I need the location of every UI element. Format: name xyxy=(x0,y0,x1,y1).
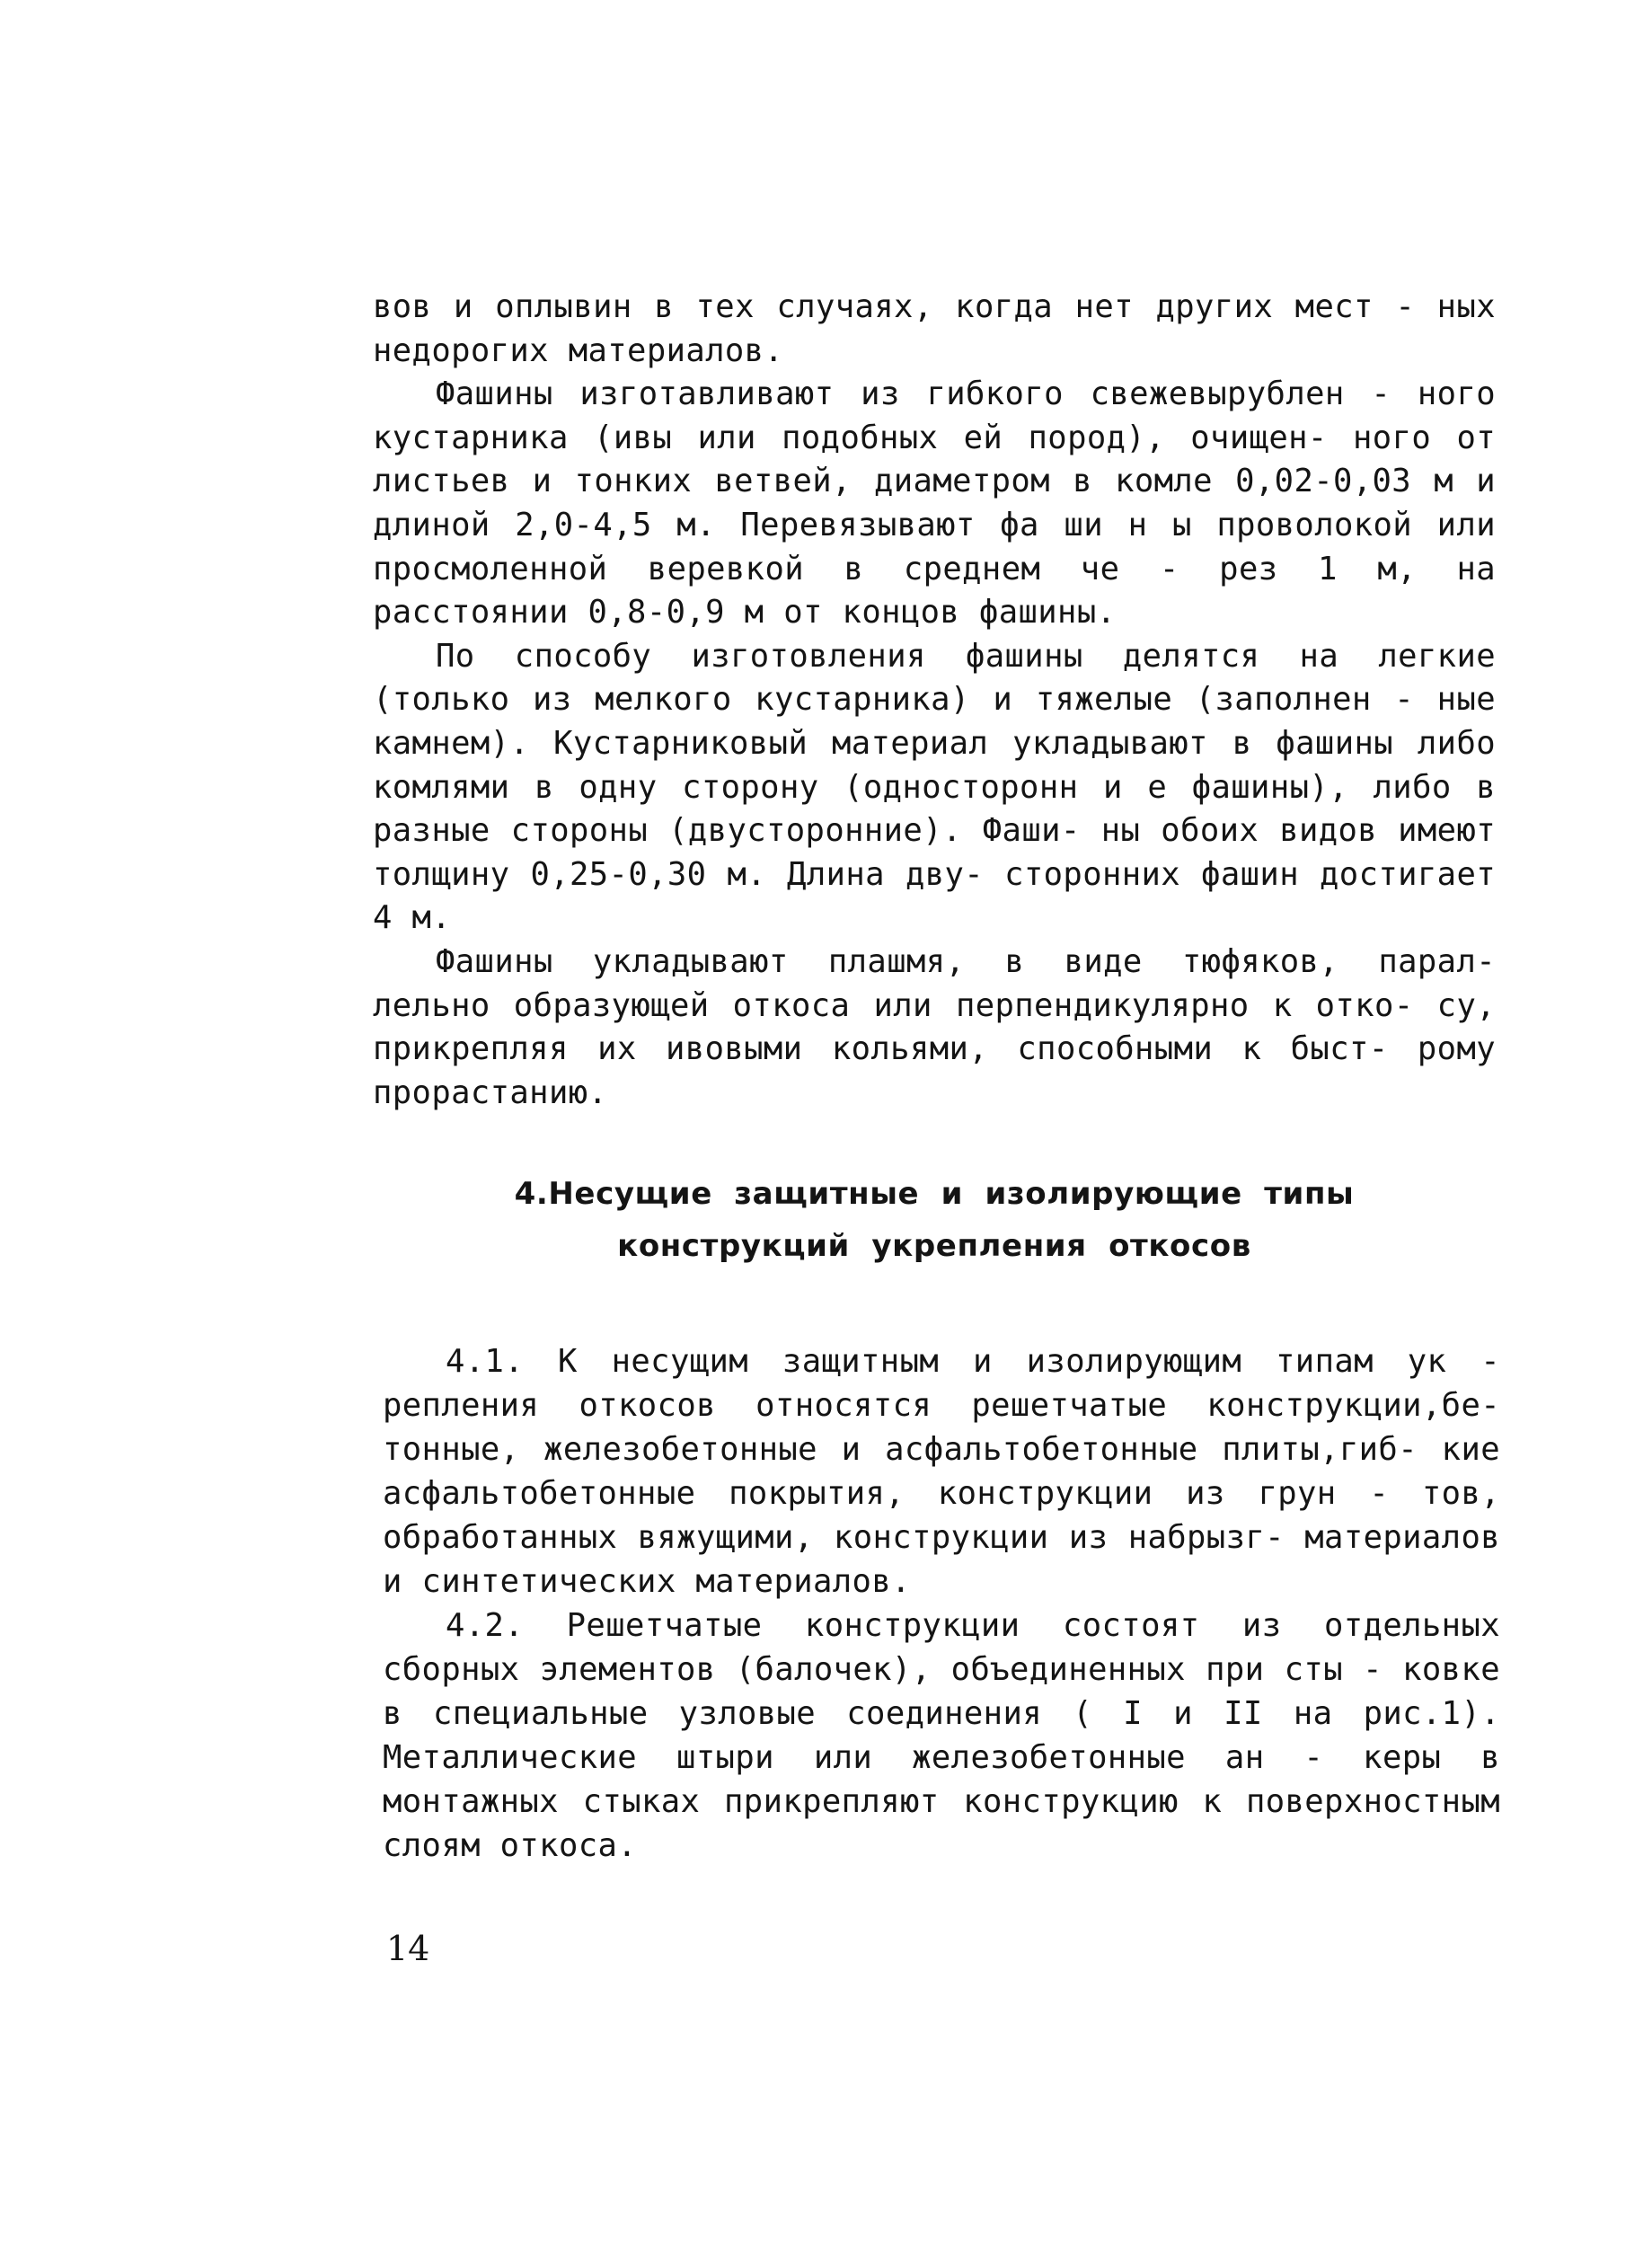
paragraph-continuation: вов и оплывин в тех случаях, когда нет других мест - ных недорогих материалов. xyxy=(373,288,1496,369)
paragraph-fascine-manufacture: Фашины изготавливают из гибкого свежевырублен - ного кустарника (ивы или подобных ей пород), очищен- ного от листьев и тонких ветвей, диаметром в комле 0,02-0,03 м и длиной 2,0-4,5 м. Перевязывают фа ши н ы проволокой или просмоленной веревкой в среднем че - рез 1 м, на расстоянии 0,8-0,9 м от концов фашины. xyxy=(373,376,1496,632)
paragraph-fascine-types: По способу изготовления фашины делятся на легкие (только из мелкого кустарника) и тяжелые (заполнен - ные камнем). Кустарниковый материал укладывают в фашины либо комлями в одну сторону (односторонн и е фашины), либо в разные стороны (двусторонние). Фаши- ны обоих видов имеют толщину 0,25-0,30 м. Длина дву- сторонних фашин достигает 4 м. xyxy=(373,637,1496,937)
section-heading xyxy=(373,1168,1496,1272)
page-number: 14 xyxy=(386,1929,430,1968)
paragraph-4-2: 4.2. Решетчатые конструкции состоят из отдельных сборных элементов (балочек), объединенных при сты - ковке в специальные узловые соединения ( I и II на рис.1). Металлические штыри или железобетонные ан - керы в монтажных стыках прикрепляют конструкцию к поверхностным слоям откоса. xyxy=(383,1607,1500,1864)
paragraph-fascine-laying: Фашины укладывают плашмя, в виде тюфяков, парал- лельно образующей откоса или перпендикулярно к отко- су, прикрепляя их ивовыми кольями, способными к быст- рому прорастанию. xyxy=(373,942,1496,1111)
body-text-top xyxy=(373,286,1496,1115)
section-heading-line-1: 4.Несущие защитные и изолирующие типы xyxy=(514,1176,1355,1212)
paragraph-4-1: 4.1. К несущим защитным и изолирующим типам ук - репления откосов относятся решетчатые конструкции,бе- тонные, железобетонные и асфальтобетонные плиты,гиб- кие асфальтобетонные покрытия, конструкции из грун - тов, обработанных вяжущими, конструкции из набрызг- материалов и синтетических материалов. xyxy=(383,1343,1500,1600)
section-heading-line-2: конструкций укрепления откосов xyxy=(617,1228,1251,1264)
body-text-bottom xyxy=(383,1339,1500,1868)
